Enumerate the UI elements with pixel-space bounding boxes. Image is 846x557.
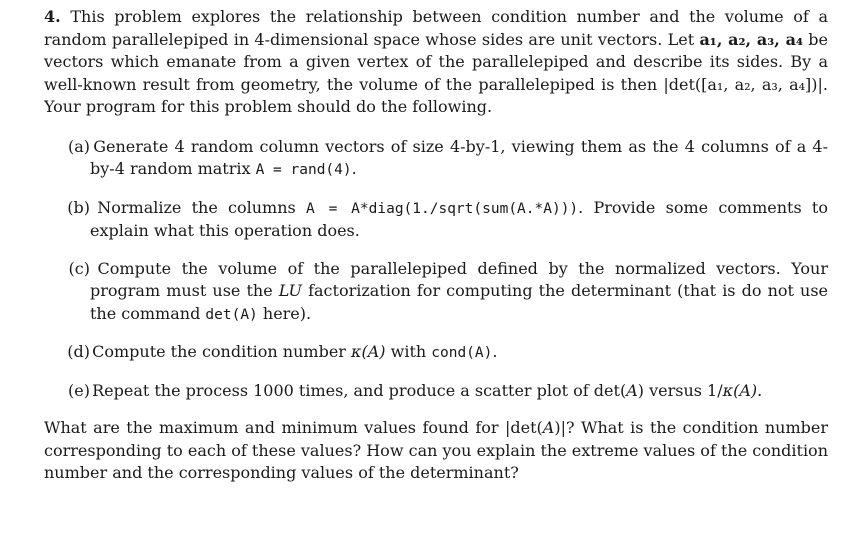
math-expression: κ(A): [722, 380, 758, 400]
task-text: Normalize the columns: [97, 197, 306, 217]
task-label: (e): [68, 380, 90, 400]
math-expression: A: [542, 418, 555, 437]
volume-expression: |det([a₁, a₂, a₃, a₄])|: [663, 74, 823, 94]
task-label: (c): [68, 258, 90, 278]
task-body: [90, 380, 828, 403]
closing-text: What are the maximum and minimum values found for |det(: [44, 418, 543, 437]
task-text: .: [351, 159, 357, 178]
task-body: [90, 197, 828, 243]
task-item-d: [44, 341, 828, 365]
task-item-e: [44, 380, 828, 403]
problem-number: 4.: [44, 7, 61, 26]
code-snippet: A = A*diag(1./sqrt(sum(A.*A))): [305, 200, 579, 217]
task-text: here).: [257, 303, 312, 323]
code-snippet: det(A): [205, 306, 258, 323]
task-item-c: [44, 258, 828, 327]
math-expression: κ(A): [351, 342, 386, 361]
task-item-a: [44, 136, 828, 182]
task-label: (d): [67, 342, 90, 361]
task-list: [44, 136, 828, 403]
emphasis: LU: [278, 281, 303, 300]
intro-text-1: This problem explores the relationship between condition number and the volume of a random parallelepiped in 4-dimensional space whose sides are unit vectors. Let: [44, 7, 828, 49]
math-expression: A: [626, 380, 638, 400]
task-body: [90, 341, 828, 365]
code-snippet: A = rand(4): [255, 162, 352, 178]
task-text: Generate 4 random column vectors of size 4-by-1, viewing them as the 4 columns of a 4-by-4 random matrix: [90, 136, 828, 178]
task-text: .: [492, 342, 498, 361]
code-snippet: cond(A): [431, 345, 493, 361]
task-text: with: [385, 342, 432, 361]
task-item-b: [44, 197, 828, 243]
task-body: [90, 258, 828, 327]
intro-text-2: be vectors which emanate from a given vertex of the parallelepiped and describe its sides. By a well-known result from geometry, the volume of the parallelepiped is then: [44, 29, 829, 94]
task-text: factorization for computing the determinant (that is do not use the command: [90, 281, 829, 323]
task-body: [90, 136, 828, 182]
closing-text: )|? What is the condition number corresponding to each of these values? How can you explain the extreme values of the condition number and the corresponding values of the determinant?: [44, 418, 828, 482]
task-label: (a): [67, 136, 90, 156]
task-text: . Provide some comments to explain what this operation does.: [90, 197, 828, 240]
vector-list: a₁, a₂, a₃, a₄: [699, 29, 803, 49]
task-text: Repeat the process 1000 times, and produce a scatter plot of det(: [92, 380, 627, 400]
problem-intro: [44, 6, 828, 119]
task-text: Compute the volume of the parallelepiped defined by the normalized vectors. Your program must use the: [90, 258, 828, 300]
task-text: ) versus 1/: [637, 380, 723, 400]
intro-text-3: . Your program for this problem should do the following.: [44, 74, 828, 116]
closing-questions: [44, 417, 828, 485]
problem-page: [44, 6, 828, 485]
task-text: Compute the condition number: [92, 342, 352, 361]
task-text: .: [757, 380, 763, 400]
task-label: (b): [67, 197, 90, 217]
